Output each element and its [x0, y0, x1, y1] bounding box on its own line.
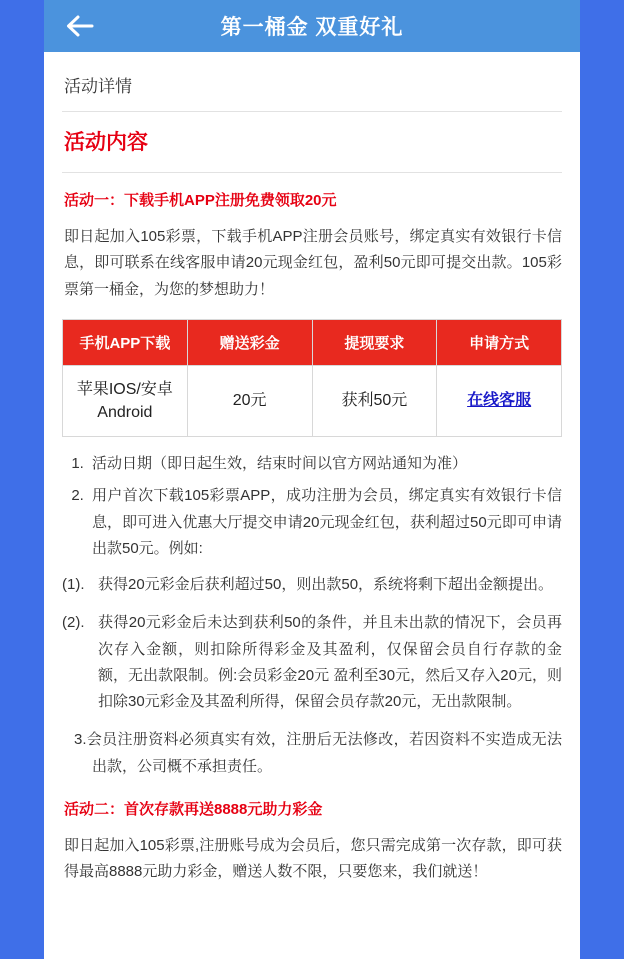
- table-header-row: [63, 319, 562, 365]
- table-header-app-download: 手机APP下载: [63, 319, 188, 365]
- activity1-intro: 即日起加入105彩票，下载手机APP注册会员账号，绑定真实有效银行卡信息，即可联系在线客服申请20元现金红包，盈利50元即可提交出款。105彩票第一桶金，为您的梦想助力！: [64, 228, 562, 298]
- list-item: [62, 572, 562, 598]
- content-panel: [44, 52, 580, 959]
- table-row: [63, 365, 562, 436]
- divider-section: [62, 172, 562, 173]
- sub-rule-marker-2: (2).: [62, 614, 85, 632]
- promo-table: [62, 319, 562, 437]
- activity2-title: 活动二：首次存款再送8888元助力彩金: [64, 800, 323, 818]
- activity1-rules-list: [62, 451, 562, 562]
- arrow-left-icon: [65, 14, 95, 38]
- sub-rule-text-1: 获得20元彩金后获利超过50，则出款50，系统将剩下超出金额提出。: [98, 576, 554, 594]
- activity2-body: 即日起加入105彩票,注册账号成为会员后，您只需完成第一次存款，即可获得最高8888元助力彩金，赠送人数不限，只要您来，我们就送！: [64, 836, 562, 881]
- table-header-apply-method: 申请方式: [437, 319, 562, 365]
- divider-top: [62, 111, 562, 112]
- activity1-title: 活动一：下载手机APP注册免费领取20元: [64, 192, 337, 209]
- frame-right-edge: [580, 0, 624, 959]
- sub-rule-marker-1: (1).: [62, 576, 85, 594]
- app-header: [44, 0, 580, 52]
- table-header-withdraw-requirement: 提现要求: [312, 319, 437, 365]
- detail-title: 活动详情: [64, 77, 132, 96]
- list-item: [62, 610, 562, 715]
- back-button[interactable]: [58, 0, 102, 52]
- table-cell-customer-service[interactable]: [437, 365, 562, 436]
- table-cell-platforms: 苹果IOS/安卓Android: [63, 365, 188, 436]
- online-customer-service-link[interactable]: 在线客服: [467, 392, 532, 410]
- list-item: 1. 活动日期（即日起生效，结束时间以官方网站通知为准）: [88, 451, 562, 477]
- section-title: 活动内容: [64, 131, 148, 154]
- activity1-sub-rules-list: [62, 572, 562, 715]
- activity1-rule-3: 3.会员注册资料必须真实有效，注册后无法修改，若因资料不实造成无法出款，公司概不承担责任。: [74, 731, 562, 775]
- table-cell-bonus-amount: 20元: [187, 365, 312, 436]
- page-title: 第一桶金 双重好礼: [220, 16, 404, 39]
- table-header-bonus: 赠送彩金: [187, 319, 312, 365]
- list-item: 2. 用户首次下载105彩票APP，成功注册为会员，绑定真实有效银行卡信息，即可进入优惠大厅提交申请20元现金红包，获利超过50元即可申请出款50元。例如:: [88, 483, 562, 562]
- frame-left-edge: [0, 0, 44, 959]
- table-cell-profit-requirement: 获利50元: [312, 365, 437, 436]
- sub-rule-text-2: 获得20元彩金后未达到获利50的条件，并且未出款的情况下，会员再次存入金额，则扣除所得彩金及其盈利，仅保留会员自行存款的金额，无出款限制。例:会员彩金20元 盈利至30元，然后又存入20元，则扣除30元彩金及其盈利所得，保留会员存款20元，无出款限制。: [98, 614, 562, 711]
